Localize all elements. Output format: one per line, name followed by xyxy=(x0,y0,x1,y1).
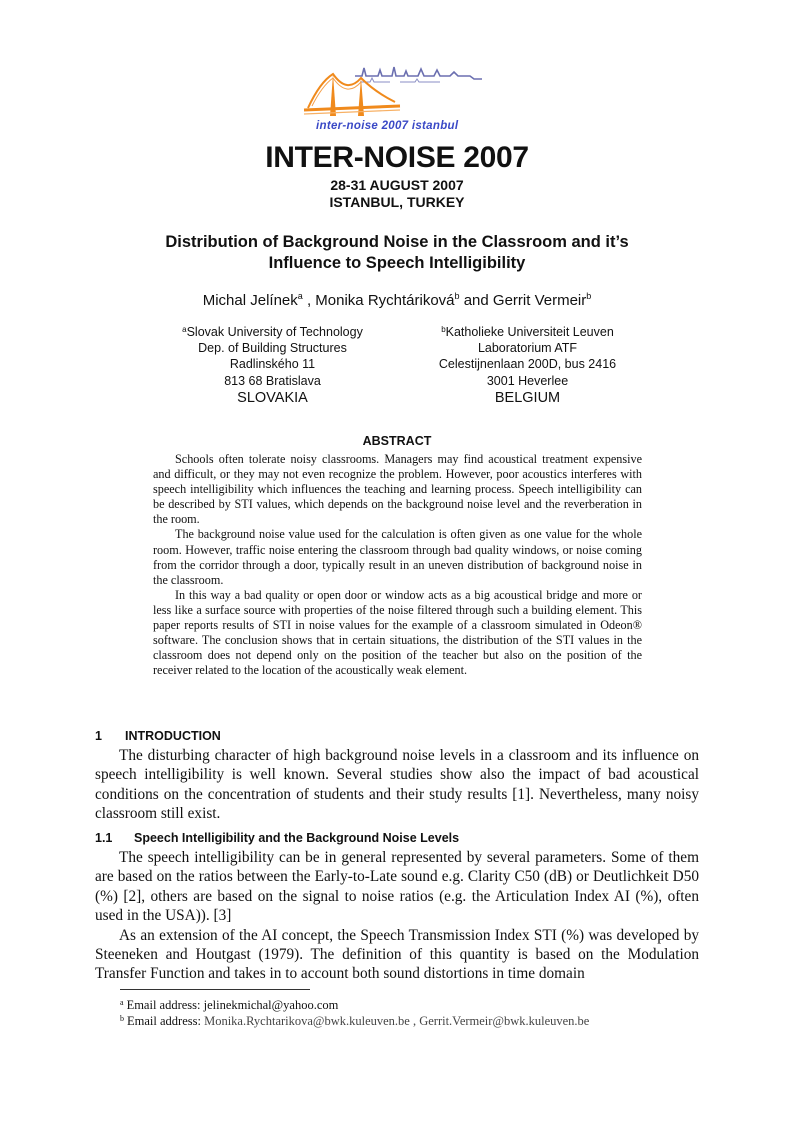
author-2: Monika Rychtáriková xyxy=(315,292,455,309)
body-paragraph: As an extension of the AI concept, the Speech Transmission Index STI (%) was developed by Steeneken and Houtgast (1979). The definition of this quantity is based on the Modulation Transfer Function and takes in to account both sound distortions in time domain xyxy=(95,926,699,983)
affiliation-country: BELGIUM xyxy=(494,389,561,406)
affiliation-line: Radlinského 11 xyxy=(229,357,316,372)
affiliation-b xyxy=(410,322,645,407)
footnote-text: Monika.Rychtarikova@bwk.kuleuven.be , Gerrit.Vermeir@bwk.kuleuven.be xyxy=(204,1014,590,1028)
abstract-paragraph: The background noise value used for the calculation is often given as one value for the whole room. However, traffic noise entering the classroom through bad quality windows, or noise coming from the corridor through a door, typically result in an uneven distribution of background noise in the classroom. xyxy=(153,527,642,587)
section-number: 1.1 xyxy=(95,831,113,845)
affiliation-line: 813 68 Bratislava xyxy=(224,373,321,388)
abstract-paragraph: Schools often tolerate noisy classrooms. Managers may find acoustical treatment expensive and difficult, or they may not even recognize the problem. However, poor acoustics interferes with speech intelligibility which influences the teaching and learning process. Speech intelligibility can be described by STI values, which depends on the background noise level and the reverberation in the room. xyxy=(153,452,642,527)
conference-date: 28-31 AUGUST 2007 xyxy=(330,177,464,193)
paper-title xyxy=(100,232,694,274)
speech-intelligibility-text xyxy=(95,848,699,984)
author-2-affiliation-mark: b xyxy=(454,291,460,301)
section-heading-speech-intelligibility xyxy=(95,831,459,845)
paper-title-line-2: Influence to Speech Intelligibility xyxy=(268,254,526,272)
section-heading-introduction xyxy=(95,729,221,743)
body-paragraph: The disturbing character of high background noise levels in a classroom and its influence on speech intelligibility is well known. Several studies show also the impact of bad acoustical conditions on the concentration of students and their study results [1]. Nevertheless, many noisy classroom still exist. xyxy=(95,747,699,823)
affiliation-line: Dep. of Building Structures xyxy=(198,341,347,356)
author-separator: and xyxy=(459,292,493,309)
affiliation-a xyxy=(160,322,385,407)
body-paragraph: The speech intelligibility can be in general represented by several parameters. Some of them are based on the ratios between the Early-to-Late sound e.g. Clarity C50 (dB) or Deutlichkeit D50 (%) [2], others are based on the signal to noise ratios (e.g. the Articulation Index AI (%), often used in the USA)). [3] xyxy=(95,849,699,925)
author-1: Michal Jelínek xyxy=(202,292,298,309)
footnote-mark: a xyxy=(120,998,124,1007)
section-number: 1 xyxy=(95,729,102,743)
section-title: Speech Intelligibility and the Background Noise Levels xyxy=(134,831,460,845)
affiliation-institution: Slovak University of Technology xyxy=(186,325,363,339)
logo-text: inter-noise 2007 istanbul xyxy=(316,120,459,132)
affiliation-line: 3001 Heverlee xyxy=(486,373,569,388)
author-list xyxy=(0,291,794,309)
author-3: Gerrit Vermeir xyxy=(492,292,587,309)
author-separator: , xyxy=(302,292,316,309)
footnote-divider xyxy=(120,989,310,990)
affiliation-line: Celestijnenlaan 200D, bus 2416 xyxy=(438,357,617,372)
conference-logo xyxy=(300,62,495,140)
affiliation-line xyxy=(410,322,645,340)
paper-title-line-1: Distribution of Background Noise in the Classroom and it’s xyxy=(165,233,629,251)
abstract-paragraph: In this way a bad quality or open door or window acts as a big acoustical bridge and more or less like a surface source with properties of the noise filtered through such a building element. This paper reports results of STI in noise values for the example of a classroom simulated in Odeon® software. The conclusion shows that in certain situations, the distribution of the STI values in the classroom does not depend only on the position of the teacher but also on the position of the receiver related to the location of the acoustically weak element. xyxy=(153,587,642,678)
author-3-affiliation-mark: b xyxy=(586,291,592,301)
abstract-heading: ABSTRACT xyxy=(362,434,432,448)
affiliation-institution: Katholieke Universiteit Leuven xyxy=(445,325,614,339)
affiliation-line: Laboratorium ATF xyxy=(477,341,578,356)
abstract-body xyxy=(153,452,642,678)
affiliation-mark: a xyxy=(182,325,187,334)
affiliation-line xyxy=(160,322,385,340)
bridge-logo-icon xyxy=(300,62,495,122)
footnote-text: Email address: jelinekmichal@yahoo.com xyxy=(126,998,339,1012)
affiliation-mark: b xyxy=(441,325,446,334)
footnote-mark: b xyxy=(120,1014,124,1023)
footnote-b xyxy=(120,1011,589,1029)
footnote-label: Email address: xyxy=(127,1014,205,1028)
section-title: INTRODUCTION xyxy=(125,729,221,743)
author-1-affiliation-mark: a xyxy=(297,291,303,301)
affiliation-country: SLOVAKIA xyxy=(237,389,308,406)
conference-title: INTER-NOISE 2007 xyxy=(265,141,529,174)
introduction-text xyxy=(95,746,699,824)
conference-place: ISTANBUL, TURKEY xyxy=(329,194,465,210)
